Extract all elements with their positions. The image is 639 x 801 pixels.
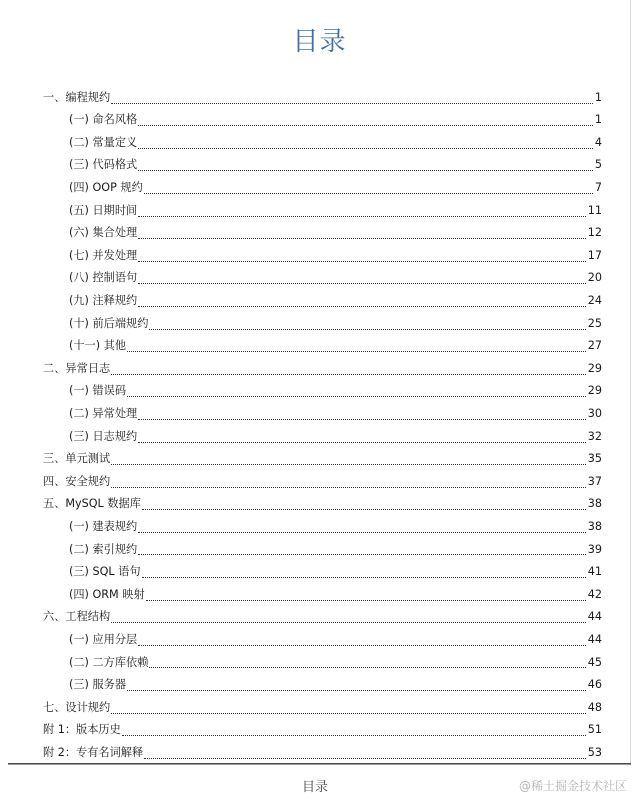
toc-entry-page-number: 29 xyxy=(587,384,602,398)
toc-entry-page-number: 38 xyxy=(587,519,602,533)
dot-leader xyxy=(138,553,586,555)
toc-entry-label: (四) OOP 规约 xyxy=(69,181,143,195)
toc-entry[interactable] xyxy=(43,154,602,177)
toc-entry[interactable] xyxy=(43,719,602,742)
toc-entry-label: (三) SQL 语句 xyxy=(69,565,141,579)
toc-entry-page-number: 44 xyxy=(587,610,602,624)
toc-entry-label: 四、安全规约 xyxy=(43,474,111,488)
toc-entry[interactable] xyxy=(43,176,602,199)
toc-entry-label: 附 2：专有名词解释 xyxy=(43,745,144,759)
dot-leader xyxy=(144,757,586,759)
toc-entry-label: 一、编程规约 xyxy=(43,90,111,104)
dot-leader xyxy=(138,215,586,217)
toc-entry-label: 二、异常日志 xyxy=(43,361,111,375)
page-caption: 目录 xyxy=(301,780,328,795)
toc-entry[interactable] xyxy=(43,380,602,403)
toc-entry-page-number: 25 xyxy=(587,316,602,330)
toc-entry[interactable] xyxy=(43,628,602,651)
toc-entry-label: 五、MySQL 数据库 xyxy=(43,497,141,511)
dot-leader xyxy=(111,486,586,488)
dot-leader xyxy=(127,689,586,691)
dot-leader xyxy=(138,441,586,443)
toc-entry-page-number: 42 xyxy=(587,587,602,601)
dot-leader xyxy=(142,576,586,578)
page-title: 目录 xyxy=(292,27,347,57)
dot-leader xyxy=(111,373,586,375)
toc-entry[interactable] xyxy=(43,131,602,154)
toc-entry[interactable] xyxy=(43,606,602,629)
toc-entry[interactable] xyxy=(43,515,602,538)
toc-entry-page-number: 1 xyxy=(594,113,602,127)
toc-entry[interactable] xyxy=(43,673,602,696)
toc-entry-label: (四) ORM 映射 xyxy=(69,587,145,601)
toc-entry[interactable] xyxy=(43,335,602,358)
toc-entry-label: (五) 日期时间 xyxy=(69,203,138,217)
dot-leader xyxy=(138,169,593,171)
toc-entry-page-number: 30 xyxy=(587,407,602,420)
toc-entry[interactable] xyxy=(43,448,602,471)
toc-entry-page-number: 20 xyxy=(587,271,602,285)
toc-entry-page-number: 46 xyxy=(587,678,602,692)
toc-entry[interactable] xyxy=(43,741,602,764)
toc-entry-page-number: 39 xyxy=(587,542,602,556)
toc-entry[interactable] xyxy=(43,696,602,719)
dot-leader xyxy=(127,395,586,397)
toc-entry-label: (一) 命名风格 xyxy=(69,113,138,127)
toc-entry-label: (三) 服务器 xyxy=(69,678,127,692)
dot-leader xyxy=(111,102,593,104)
toc-entry-label: (二) 索引规约 xyxy=(69,542,138,556)
toc-entry-page-number: 27 xyxy=(587,339,602,353)
toc-entry-page-number: 41 xyxy=(587,565,602,579)
toc-entry-label: (十) 前后端规约 xyxy=(69,316,149,330)
dot-leader xyxy=(127,350,586,352)
dot-leader xyxy=(149,666,585,668)
dot-leader xyxy=(149,328,585,330)
dot-leader xyxy=(111,621,586,623)
toc-entry-page-number: 29 xyxy=(587,361,602,375)
dot-leader xyxy=(138,531,586,533)
toc-entry-page-number: 12 xyxy=(587,226,602,240)
toc-entry-page-number: 32 xyxy=(587,429,602,443)
dot-leader xyxy=(138,644,586,646)
dot-leader xyxy=(111,463,586,465)
dot-leader xyxy=(138,237,586,239)
toc-entry-label: (三) 代码格式 xyxy=(69,158,138,172)
toc-entry-label: (二) 常量定义 xyxy=(69,135,138,149)
toc-entry-page-number: 38 xyxy=(587,497,602,511)
toc-entry-label: (三) 日志规约 xyxy=(69,429,138,443)
toc-entry-page-number: 48 xyxy=(587,700,602,714)
toc-entry-page-number: 4 xyxy=(594,135,602,149)
toc-entry[interactable] xyxy=(43,109,602,132)
toc-entry-label: 六、工程结构 xyxy=(43,610,111,624)
toc-entry-page-number: 35 xyxy=(587,452,602,466)
dot-leader xyxy=(111,712,586,714)
toc-entry[interactable] xyxy=(43,538,602,561)
table-of-contents xyxy=(43,86,602,764)
toc-entry[interactable] xyxy=(43,244,602,267)
toc-entry-page-number: 44 xyxy=(587,632,602,646)
toc-entry-label: (一) 应用分层 xyxy=(69,632,138,646)
toc-entry-page-number: 7 xyxy=(594,181,602,195)
toc-entry[interactable] xyxy=(43,289,602,312)
toc-entry-label: (九) 注释规约 xyxy=(69,294,138,308)
watermark: @稀土掘金技术社区 xyxy=(518,779,627,793)
toc-entry-label: (八) 控制语句 xyxy=(69,271,138,285)
dot-leader xyxy=(138,282,586,284)
toc-entry-label: (七) 并发处理 xyxy=(69,248,138,262)
toc-entry-page-number: 51 xyxy=(587,723,602,737)
toc-entry[interactable] xyxy=(43,199,602,222)
toc-entry-label: (十一) 其他 xyxy=(69,339,127,353)
dot-leader xyxy=(138,147,593,149)
dot-leader xyxy=(142,508,586,510)
toc-entry[interactable] xyxy=(43,583,602,606)
toc-entry[interactable] xyxy=(43,425,602,448)
toc-entry-page-number: 45 xyxy=(587,655,602,669)
dot-leader xyxy=(122,734,586,736)
dot-leader xyxy=(144,192,593,194)
toc-entry[interactable] xyxy=(43,312,602,335)
toc-entry-label: 三、单元测试 xyxy=(43,452,111,466)
toc-entry-label: (二) 二方库依赖 xyxy=(69,655,149,669)
dot-leader xyxy=(146,599,586,601)
dot-leader xyxy=(138,260,586,262)
toc-entry[interactable] xyxy=(43,651,602,674)
toc-entry[interactable] xyxy=(43,470,602,493)
toc-entry[interactable] xyxy=(43,402,602,425)
toc-entry[interactable] xyxy=(43,86,602,109)
toc-entry-page-number: 37 xyxy=(587,474,602,488)
toc-entry-page-number: 24 xyxy=(587,294,602,308)
toc-entry[interactable] xyxy=(43,222,602,245)
toc-entry-label: 七、设计规约 xyxy=(43,700,111,714)
toc-entry-page-number: 11 xyxy=(587,203,602,217)
toc-entry[interactable] xyxy=(43,493,602,516)
toc-entry-label: (二) 异常处理 xyxy=(69,407,138,420)
toc-entry-page-number: 1 xyxy=(594,90,602,104)
dot-leader xyxy=(138,124,593,126)
toc-entry[interactable] xyxy=(43,267,602,290)
toc-entry[interactable] xyxy=(43,357,602,380)
dot-leader xyxy=(138,305,586,307)
toc-entry-page-number: 5 xyxy=(594,158,602,172)
toc-entry-page-number: 53 xyxy=(587,745,602,759)
toc-entry-page-number: 17 xyxy=(587,248,602,262)
toc-entry[interactable] xyxy=(43,560,602,583)
toc-entry-label: (一) 建表规约 xyxy=(69,519,138,533)
toc-entry-label: 附 1：版本历史 xyxy=(43,723,121,737)
dot-leader xyxy=(138,418,586,420)
toc-entry-label: (一) 错误码 xyxy=(69,384,127,398)
toc-entry-label: (六) 集合处理 xyxy=(69,226,138,240)
